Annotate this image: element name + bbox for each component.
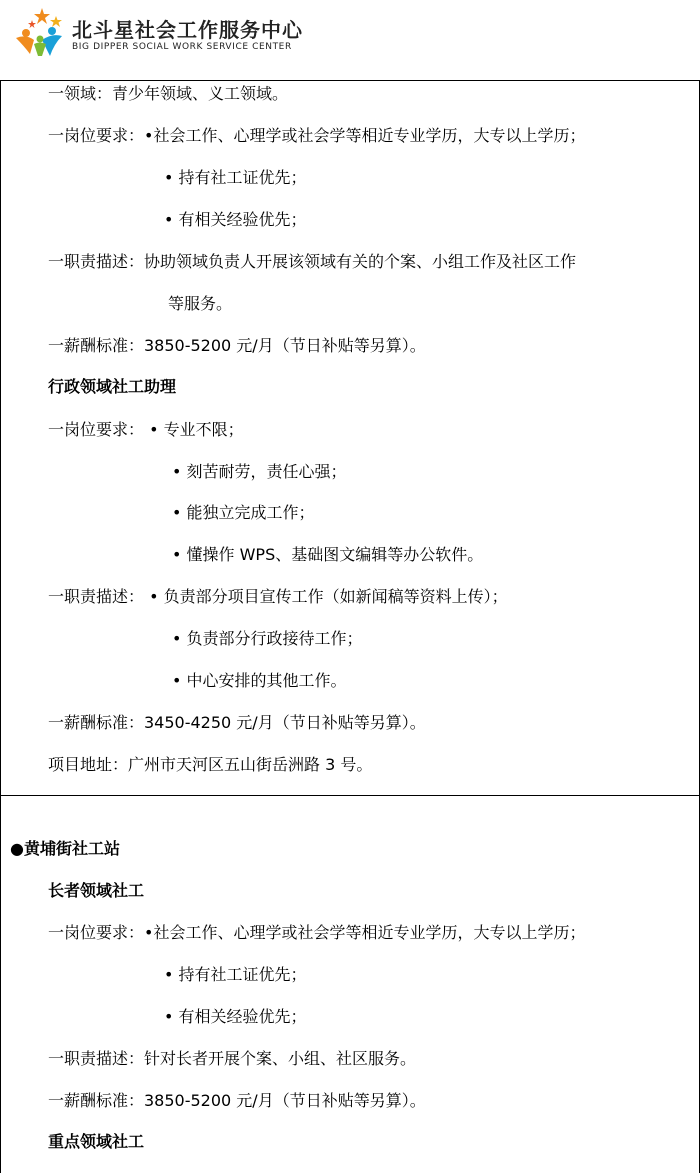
address-line: 项目地址：广州市天河区五山街岳洲路 3 号。 xyxy=(48,755,373,774)
salary-line: 一薪酬标准：3850-5200 元/月（节日补贴等另算）。 xyxy=(48,336,426,355)
station-title: ●黄埔街社工站 xyxy=(10,839,120,858)
field-line: 一领域：青少年领域、义工领域。 xyxy=(48,84,289,103)
job-title: 重点领域社工 xyxy=(48,1132,145,1151)
requirement-line: • 能独立完成工作； xyxy=(172,503,315,522)
requirement-line: • 持有社工证优先； xyxy=(164,965,307,984)
requirement-line: • 刻苦耐劳，责任心强； xyxy=(172,462,347,481)
duty-line: 一职责描述： • 负责部分项目宣传工作（如新闻稿等资料上传）； xyxy=(48,587,508,606)
requirement-line: • 有相关经验优先； xyxy=(164,210,307,229)
duty-line: 一职责描述：协助领域负责人开展该领域有关的个案、小组工作及社区工作 xyxy=(48,252,577,271)
requirement-line: • 懂操作 WPS、基础图文编辑等办公软件。 xyxy=(172,545,484,564)
salary-line: 一薪酬标准：3450-4250 元/月（节日补贴等另算）。 xyxy=(48,713,426,732)
big-dipper-logo-icon xyxy=(12,6,68,58)
requirement-line: 一岗位要求： • 专业不限； xyxy=(48,420,244,439)
requirement-line: • 持有社工证优先； xyxy=(164,168,307,187)
requirement-line: 一岗位要求：•社会工作、心理学或社会学等相近专业学历，大专以上学历； xyxy=(48,923,586,942)
requirement-line: 一岗位要求：•社会工作、心理学或社会学等相近专业学历，大专以上学历； xyxy=(48,126,586,145)
duty-line: 一职责描述：针对长者开展个案、小组、社区服务。 xyxy=(48,1049,417,1068)
requirement-line: • 有相关经验优先； xyxy=(164,1007,307,1026)
org-name-en: BIG DIPPER SOCIAL WORK SERVICE CENTER xyxy=(72,42,292,52)
duty-line: • 中心安排的其他工作。 xyxy=(172,671,347,690)
page-header xyxy=(0,0,700,80)
salary-line: 一薪酬标准：3850-5200 元/月（节日补贴等另算）。 xyxy=(48,1091,426,1110)
duty-line: 等服务。 xyxy=(168,294,233,313)
duty-line: • 负责部分行政接待工作； xyxy=(172,629,363,648)
job-title: 长者领域社工 xyxy=(48,881,145,900)
org-name-cn: 北斗星社会工作服务中心 xyxy=(72,18,303,42)
job-title: 行政领域社工助理 xyxy=(48,377,177,396)
